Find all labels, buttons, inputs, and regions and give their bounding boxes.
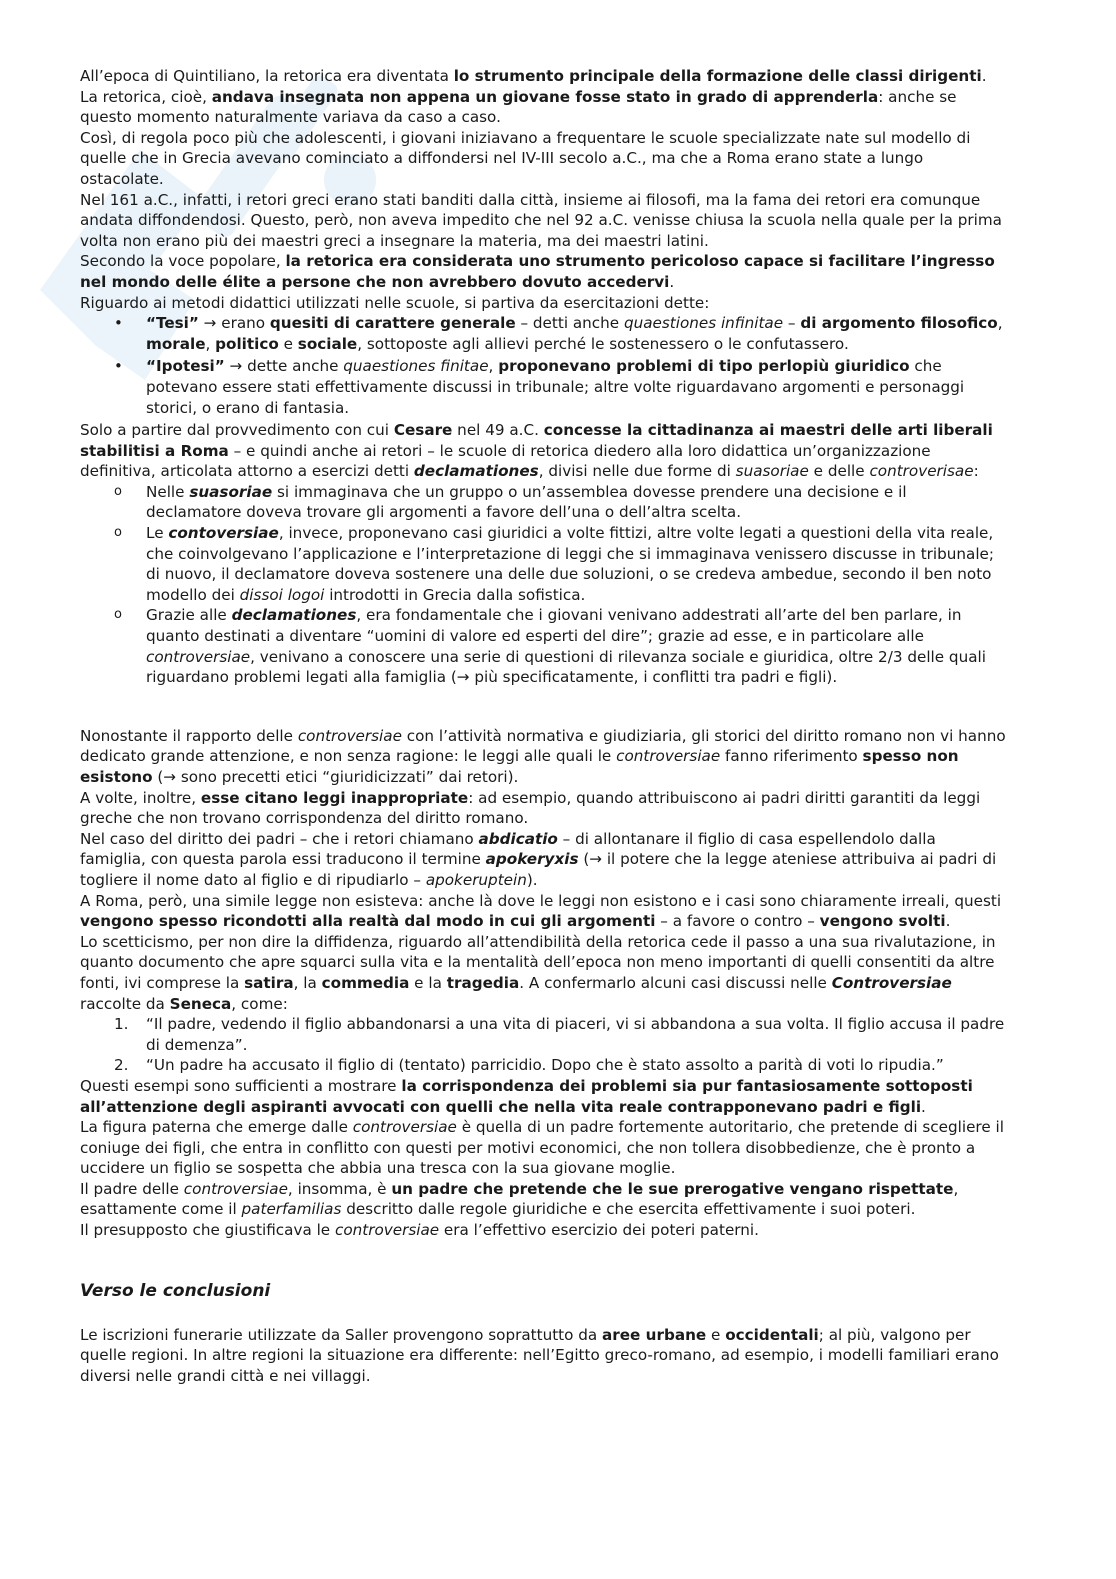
numbered-item (114, 1055, 1006, 1076)
examples-list (80, 1014, 1006, 1076)
paragraph: All’epoca di Quintiliano, la retorica era diventata lo strumento principale della formazione delle classi dirigenti. (80, 67, 987, 85)
paragraph: Il padre delle controversiae, insomma, è un padre che pretende che le sue prerogative vengano rispettate, esattamente come il paterfamilias descritto dalle regole giuridiche e che esercita effettivamente i suoi poteri. (80, 1179, 959, 1219)
paragraph: Lo scetticismo, per non dire la diffidenza, riguardo all’attendibilità della retorica cede il passo a una sua rivalutazione, in quanto documento che apre squarci sulla vita e la mentalità dell’epoca non meno importanti di quelli consentiti da altre fonti, ivi comprese la satira, la commedia e la tragedia. A confermarlo alcuni casi discussi nelle Controversiae raccolte da Seneca, come: (80, 932, 996, 1013)
emphasis-bold: Seneca (169, 994, 232, 1013)
paragraph: Nel caso del diritto dei padri – che i retori chiamano abdicatio – di allontanare il figlio di casa espellendolo dalla famiglia, con questa parola essi traducono il termine apokeryxis (→ il potere che la legge ateniese attribuiva ai padri di togliere il nome dato al figlio e di ripudiarlo – apokeruptein). (80, 829, 997, 889)
emphasis-bold: aree urbane (602, 1325, 707, 1344)
emphasis-italic: suasoriae (735, 462, 809, 481)
paragraph: La figura paterna che emerge dalle controversiae è quella di un padre fortemente autoritario, che pretende di scegliere il coniuge dei figli, che entra in conflitto con questi per motivi economici, che non tollera disobbedienze, che è pronto a uccidere un figlio se sospetta che abbia una tresca con la sua giovane moglie. (80, 1118, 1004, 1178)
emphasis-bold: contoversiae (168, 524, 279, 543)
emphasis-bold: tragedia (446, 973, 520, 992)
paragraph: Nonostante il rapporto delle controversiae con l’attività normativa e giudiziaria, gli storici del diritto romano non vi hanno dedicato grande attenzione, e non senza ragione: le leggi alle quali le controversiae fanno riferimento spesso non esistono (→ sono precetti etici “giuridicizzati” dai retori). (80, 726, 1006, 786)
emphasis-italic: paterfamilias (241, 1200, 342, 1219)
emphasis-bold: vengono spesso ricondotti alla realtà dal modo in cui gli argomenti (80, 912, 656, 931)
paragraph-final: Le iscrizioni funerarie utilizzate da Saller provengono soprattutto da aree urbane e occidentali; al più, valgono per quelle regioni. In altre regioni la situazione era differente: nell’Egitto greco-romano, ad esempio, i modelli familiari erano diversi nelle grandi città e nei villaggi. (80, 1325, 999, 1385)
emphasis-bold: apokeryxis (485, 850, 579, 869)
emphasis-italic: controversiae (334, 1221, 440, 1240)
paragraph: Il presupposto che giustificava le controversiae era l’effettivo esercizio dei poteri paterni. (80, 1221, 759, 1240)
emphasis-bold: satira (244, 973, 294, 992)
paragraph: Riguardo ai metodi didattici utilizzati nelle scuole, si partiva da esercitazioni dette: (80, 293, 710, 312)
middle-section (80, 726, 1006, 1014)
spacer (80, 688, 1006, 726)
emphasis-bold: “Tesi” (146, 314, 199, 333)
numbered-item (114, 1014, 1006, 1055)
emphasis-bold: la corrispondenza dei problemi sia pur fantasiosamente sottoposti all’attenzione degli aspiranti avvocati con quelli che nella vita reale contrapponevano padri e figli (80, 1076, 973, 1116)
emphasis-bold: suasoriae (189, 482, 273, 501)
intro-section (80, 66, 1006, 313)
emphasis-bold: esse citano leggi inappropriate (200, 788, 469, 807)
emphasis-bold: abdicatio (478, 829, 558, 848)
emphasis-bold: commedia (321, 973, 410, 992)
emphasis-italic: dissoi logoi (239, 585, 325, 604)
paragraph: A Roma, però, una simile legge non esisteva: anche là dove le leggi non esistono e i casi sono chiaramente irreali, questi vengono spesso ricondotti alla realtà dal modo in cui gli argomenti – a favore o contro – vengono svolti. (80, 891, 1002, 931)
numbered-item-text: “Un padre ha accusato il figlio di (tentato) parricidio. Dopo che è stato assolto a parità di voti lo ripudia.” (146, 1056, 944, 1075)
section-heading: Verso le conclusioni (80, 1280, 271, 1301)
list-item-tesi: • “Tesi” → erano quesiti di carattere generale – detti anche quaestiones infinitae – di argomento filosofico, morale, politico e sociale, sottoposte agli allievi perché le sostenessero o le confutassero. (146, 313, 1006, 354)
emphasis-bold: la retorica era considerata uno strumento pericoloso capace si facilitare l’ingresso nel mondo delle élite a persone che non avrebbero dovuto accedervi (80, 252, 995, 291)
emphasis-italic: controverisae (869, 462, 974, 481)
emphasis-italic: controversiae (146, 647, 251, 666)
paragraph: Nel 161 a.C., infatti, i retori greci erano stati banditi dalla città, insieme ai filosofi, ma la fama dei retori era comunque andata diffondendosi. Questo, però, non aveva impedito che nel 92 a.C. venisse chiusa la scuola nella quale per la prima volta non erano più dei maestri greci a insegnare la materia, ma dei maestri latini. (80, 190, 1002, 250)
list-item-controversiae: o Le contoversiae, invece, proponevano casi giuridici a volte fittizi, altre volte legati a questioni della vita reale, che coinvolgevano l’applicazione e l’interpretazione di leggi che si immaginava venissero discusse in tribunale; di nuovo, il declamatore doveva sostenere una delle due soluzioni, o se credeva ambedue, secondo il ben noto modello dei dissoi logoi introdotti in Grecia dalla sofistica. (146, 523, 1006, 605)
emphasis-bold: politico (215, 334, 279, 353)
exercise-list (80, 313, 1006, 418)
list-number: 2. (114, 1056, 129, 1075)
list-item-declamationes: o Grazie alle declamationes, era fondamentale che i giovani venivano addestrati all’arte del ben parlare, in quanto destinati a diventare “uomini di valore ed esperti del dire”; grazie ad esse, e in particolare alle controversiae, venivano a conoscere una serie di questioni di rilevanza sociale e giuridica, oltre 2/3 delle quali riguardano problemi legati alla famiglia (→ più specificatamente, i conflitti tra padri e figli). (146, 605, 1006, 687)
emphasis-bold: un padre che pretende che le sue prerogative vengano rispettate (391, 1179, 954, 1198)
emphasis-italic: quaestiones infinitae (623, 314, 784, 333)
emphasis-bold: di argomento filosofico (800, 314, 998, 333)
emphasis-italic: controversiae (616, 747, 721, 766)
list-number: 1. (114, 1015, 129, 1034)
emphasis-bold: morale (146, 334, 206, 353)
emphasis-bold: vengono svolti (819, 912, 946, 931)
paragraph-cesare: Solo a partire dal provvedimento con cui Cesare nel 49 a.C. concesse la cittadinanza ai maestri delle arti liberali stabilitisi a Roma – e quindi anche ai retori – le scuole di retorica diedero alla loro didattica un’organizzazione definitiva, articolata attorno a esercizi detti declamationes, divisi nelle due forme di suasoriae e delle controverisae: (80, 421, 993, 481)
bottom-section (80, 1076, 1006, 1241)
numbered-item-text: “Il padre, vedendo il figlio abbandonarsi a una vita di piaceri, vi si abbandona a sua volta. Il figlio accusa il padre di demenza”. (146, 1015, 1005, 1054)
list-item-suasoriae: o Nelle suasoriae si immaginava che un gruppo o un’assemblea dovesse prendere una decisione e il declamatore doveva trovare gli argomenti a favore dell’una o dell’altra scelta. (146, 482, 1006, 523)
emphasis-bold: sociale (297, 334, 358, 353)
emphasis-bold: occidentali (725, 1325, 819, 1344)
emphasis-bold: quesiti di carattere generale (269, 314, 516, 333)
emphasis-italic: controversiae (297, 726, 402, 745)
emphasis-bold: declamationes (413, 462, 539, 481)
emphasis-bold: Cesare (393, 421, 453, 440)
emphasis-bold: andava insegnata non appena un giovane fosse stato in grado di apprenderla (211, 87, 879, 106)
declamationes-list (80, 482, 1006, 688)
paragraph: Così, di regola poco più che adolescenti, i giovani iniziavano a frequentare le scuole specializzate nate sul modello di quelle che in Grecia avevano cominciato a diffondersi nel IV-III secolo a.C., ma che a Roma erano state a lungo ostacolate. (80, 128, 971, 188)
emphasis-bold: proponevano problemi di tipo perlopiù giuridico (498, 357, 910, 376)
document-page (80, 66, 1006, 1386)
emphasis-bold: “Ipotesi” (146, 357, 225, 376)
spacer (80, 1303, 1006, 1325)
paragraph: Questi esempi sono sufficienti a mostrare la corrispondenza dei problemi sia pur fantasiosamente sottoposti all’attenzione degli aspiranti avvocati con quelli che nella vita reale contrapponevano padri e figli. (80, 1076, 973, 1116)
list-item-ipotesi: • “Ipotesi” → dette anche quaestiones finitae, proponevano problemi di tipo perlopiù giuridico che potevano essere stati effettivamente discussi in tribunale; altre volte riguardavano argomenti e personaggi storici, o erano di fantasia. (146, 356, 1006, 418)
emphasis-italic: controversiae (352, 1118, 457, 1137)
emphasis-bold: Controversiae (831, 973, 952, 992)
paragraph: A volte, inoltre, esse citano leggi inappropriate: ad esempio, quando attribuiscono ai padri diritti garantiti da leggi greche che non trovano corrispondenza del diritto romano. (80, 788, 981, 828)
emphasis-italic: quaestiones finitae (343, 357, 489, 376)
emphasis-italic: controversiae (183, 1179, 288, 1198)
spacer (80, 1241, 1006, 1279)
emphasis-italic: apokeruptein (425, 870, 527, 889)
emphasis-bold: concesse la cittadinanza ai maestri delle arti liberali stabilitisi a Roma (80, 421, 993, 460)
emphasis-bold: declamationes (231, 606, 357, 625)
paragraph: La retorica, cioè, andava insegnata non appena un giovane fosse stato in grado di apprenderla: anche se questo momento naturalmente variava da caso a caso. (80, 87, 957, 127)
emphasis-bold: spesso non esistono (80, 747, 959, 786)
paragraph: Secondo la voce popolare, la retorica era considerata uno strumento pericoloso capace si facilitare l’ingresso nel mondo delle élite a persone che non avrebbero dovuto accedervi. (80, 252, 995, 291)
emphasis-bold: lo strumento principale della formazione delle classi dirigenti (453, 67, 982, 85)
